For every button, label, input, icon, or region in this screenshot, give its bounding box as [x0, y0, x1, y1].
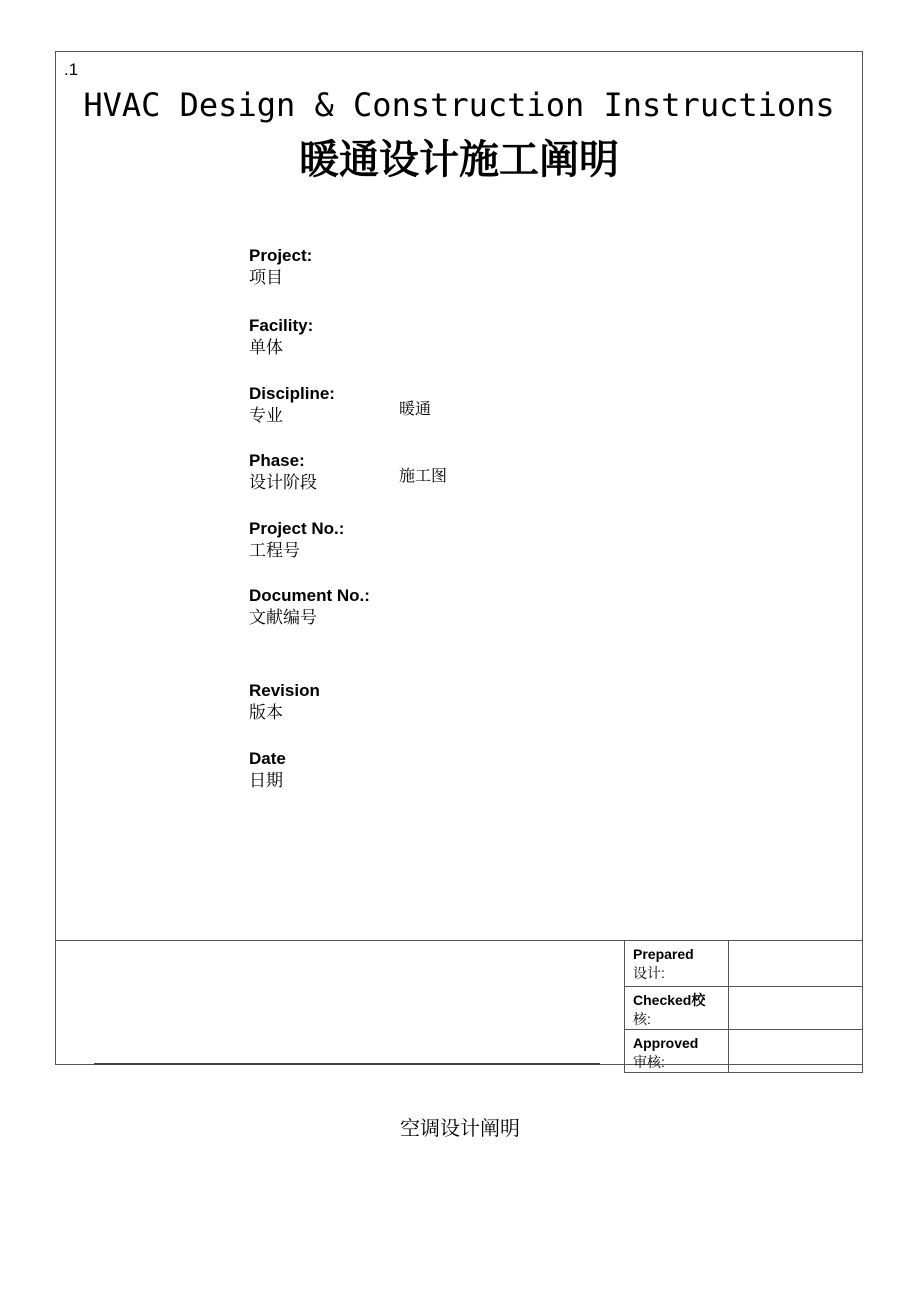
field-label-cn: 日期 — [249, 771, 283, 790]
field-revision — [249, 680, 320, 724]
signature-label — [625, 987, 729, 1030]
signature-value — [728, 1030, 862, 1073]
field-label-en: Project No.: — [249, 519, 345, 538]
field-label-cn: 专业 — [249, 406, 283, 425]
signature-row-approved — [625, 1030, 863, 1073]
field-label-cn: 设计阶段 — [249, 473, 317, 492]
signature-row-checked — [625, 987, 863, 1030]
signature-label-en: Prepared — [633, 946, 694, 962]
field-phase — [249, 450, 317, 494]
field-label-en: Document No.: — [249, 586, 370, 605]
field-phase-value: 施工图 — [399, 466, 448, 485]
page-number: .1 — [64, 60, 79, 79]
signature-label — [625, 941, 729, 987]
signature-label-cn: 设计: — [633, 965, 665, 981]
field-facility — [249, 315, 313, 359]
field-label-cn: 工程号 — [249, 541, 300, 560]
title-chinese: 暖通设计施工阐明 — [299, 137, 619, 183]
field-label-en: Discipline: — [249, 384, 335, 403]
field-label-en: Date — [249, 749, 286, 768]
signature-label-en: Approved — [633, 1035, 699, 1051]
field-project-no — [249, 518, 344, 562]
signature-label-cn: 审核: — [633, 1054, 665, 1070]
document-frame — [55, 51, 863, 1065]
field-label-cn: 项目 — [249, 268, 283, 287]
field-label-en: Revision — [249, 681, 320, 700]
field-date — [249, 748, 286, 792]
signature-label — [625, 1030, 729, 1073]
footer-title: 空调设计阐明 — [400, 1118, 520, 1140]
field-label-en: Project: — [249, 246, 313, 265]
field-label-en: Facility: — [249, 316, 314, 335]
field-label-cn: 单体 — [249, 338, 283, 357]
field-label-cn: 文献编号 — [249, 608, 317, 627]
signature-underline — [94, 1063, 600, 1065]
signature-label-en: Checked校 — [633, 992, 706, 1008]
field-project — [249, 245, 312, 289]
field-discipline-value: 暖通 — [399, 399, 432, 418]
signature-row-prepared — [625, 941, 863, 987]
signature-label-cn: 核: — [633, 1011, 651, 1027]
signature-value — [728, 941, 862, 987]
signature-table — [624, 940, 863, 1073]
signature-value — [728, 987, 862, 1030]
title-english: HVAC Design & Construction Instructions — [83, 86, 835, 124]
field-label-cn: 版本 — [249, 703, 283, 722]
field-label-en: Phase: — [249, 451, 305, 470]
field-document-no — [249, 585, 370, 629]
field-discipline — [249, 383, 335, 427]
